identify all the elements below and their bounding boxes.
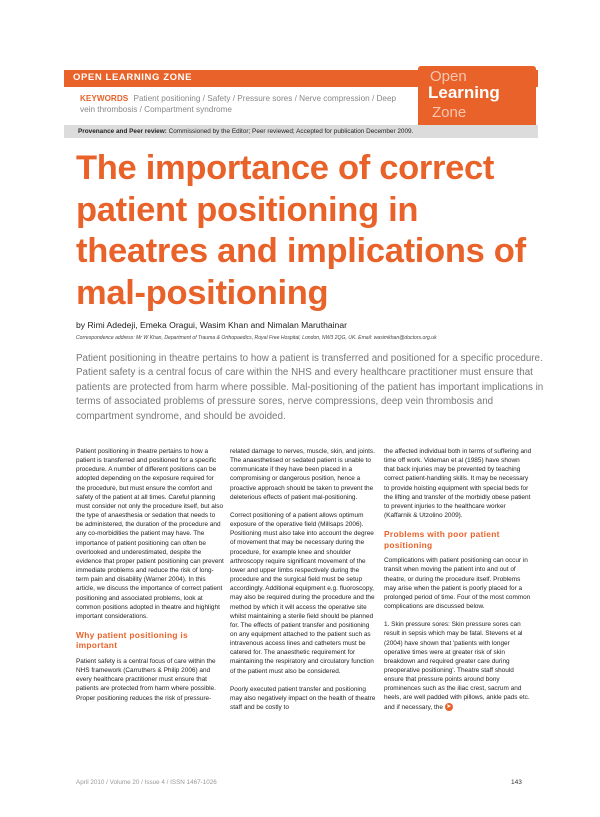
logo-line-2: Learning (428, 83, 500, 102)
paragraph: related damage to nerves, muscle, skin, and joints. The anaesthetised or sedated patient is unable to communicate if they have been placed in a compromising or dangerous position, hence a proactive approach should be taken to prevent the deleterious effects of patient mal-positioning. (230, 448, 375, 501)
provenance-bar (64, 125, 538, 138)
issue-footer: April 2010 / Volume 20 / Issue 4 / ISSN 1467-1026 (76, 779, 217, 786)
logo-line-3: Zone (432, 104, 467, 121)
paragraph: Correct positioning of a patient allows optimum exposure of the operative field (Millsaps 2006). Positioning must also take into account the degree of movement that may be necessary during the procedure, for example knee and shoulder arthroscopy require significant movement of the lower and upper limbs respectively during the procedure and the surgical field must be setup accordingly. Additional equipment e.g. fluoroscopy, may also be required during the procedure and the method by which it will access the operative site whilst maintaining a sterile field should be planned for. The effects of patient transfer and positioning on any equipment attached to the patient such as intravenous access lines and catheters must be catered for. The anaesthetic requirement for maintaining the respiratory and circulatory function of the patient must also be considered. (230, 511, 375, 675)
paragraph: Poorly executed patient transfer and positioning may also negatively impact on the health of theatre staff and be costly to (230, 685, 376, 712)
keywords (80, 93, 410, 115)
keywords-label: KEYWORDS (80, 94, 129, 103)
section-heading: Problems with poor patient positioning (384, 529, 500, 550)
keywords-text: Patient positioning / Safety / Pressure sores / Nerve compression / Deep vein thrombosis / Compartment syndrome (80, 94, 397, 114)
paragraph-text: 1. Skin pressure sores: Skin pressure sores can result in sepsis which may be fatal. Stevens et al (2004) have shown that 'patients with longer operative times were at greater risk of skin breakdown and required greater care during preoperative positioning'. Theatre staff should ensure that pressure points around bony prominences such as the iliac crest, sacrum and heels, are well padded with pillows, ankle pads etc. and if necessary, the (384, 621, 530, 711)
section-heading: Why patient positioning is important (76, 629, 189, 651)
abstract: Patient positioning in theatre pertains to how a patient is transferred and positioned for a specific procedure. Patient safety is a central focus of care within the NHS and every healthcare practitioner must ensure that patients are protected from harm where possible. Mal-positioning of the patient has important implications in terms of associated problems of pressure sores, nerve compressions, deep vein thrombosis and compartment syndrome, and should be avoided. (76, 353, 544, 422)
article-title: The importance of correct patient positioning in theatres and implications of mal-positioning (76, 149, 526, 312)
authors: by Rimi Adedeji, Emeka Oragui, Wasim Khan and Nimalan Maruthainar (76, 320, 347, 330)
zone-label: OPEN LEARNING ZONE (73, 72, 193, 83)
paragraph-with-continue (384, 620, 532, 712)
arrow-right-icon: ➤ (446, 703, 452, 710)
paragraph: Patient positioning in theatre pertains to how a patient is transferred and positioned for a specific procedure. A number of different positions can be adopted depending on the exposure required for the procedure, but must ensure the comfort and safety of the patient at all times. Careful planning must consider not only the procedure itself, but also the type of anaesthesia or sedation that needs to be administered, the duration of the procedure and any co-morbidities the patient may have. The importance of patient positioning can often be overlooked and underestimated, despite the evidence that proper patient positioning can prevent immediate problems and reduce the risk of long-term pain and disability (Warner 2004). In this article, we discuss the importance of correct patient positioning and associated problems, look at common positions adopted in theatre and highlight important considerations. (76, 448, 224, 620)
provenance-label: Provenance and Peer review: (78, 128, 167, 135)
body-column-3 (384, 447, 532, 721)
provenance-text: Commissioned by the Editor; Peer reviewed; Accepted for publication December 2009. (168, 128, 414, 135)
page-number: 143 (511, 779, 522, 786)
logo-line-1: Open (430, 68, 467, 85)
correspondence-address: Correspondence address: Mr W Khan, Department of Trauma & Orthopaedics, Royal Free Hospital, London, NW3 2QG, UK. Email: wasimkhan@doctors.org.uk (76, 335, 437, 341)
body-column-1 (76, 447, 224, 712)
open-learning-zone-logo (418, 66, 536, 128)
paragraph: the affected individual both in terms of suffering and time off work. Videman et al (1985) have shown that back injuries may be prevented by teaching correct patient-handling skills. It may be necessary to provide hoisting equipment with special beds for the lifting and transfer of the morbidly obese patient to prevent injuries to the healthcare worker (Kaffarnik & Utzolino 2009). (384, 448, 532, 520)
paragraph: Complications with patient positioning can occur in transit when moving the patient into and out of theatre, or during the procedure itself. Problems may arise when the patient is poorly placed for a prolonged period of time. Four of the most common complications are discussed below. (384, 557, 531, 611)
body-column-2 (230, 447, 378, 721)
paragraph: Patient safety is a central focus of care within the NHS framework (Carruthers & Philip 2006) and every healthcare practitioner must ensure that patients are protected from harm where possible. Proper positioning reduces the risk of pressure- (76, 657, 216, 702)
